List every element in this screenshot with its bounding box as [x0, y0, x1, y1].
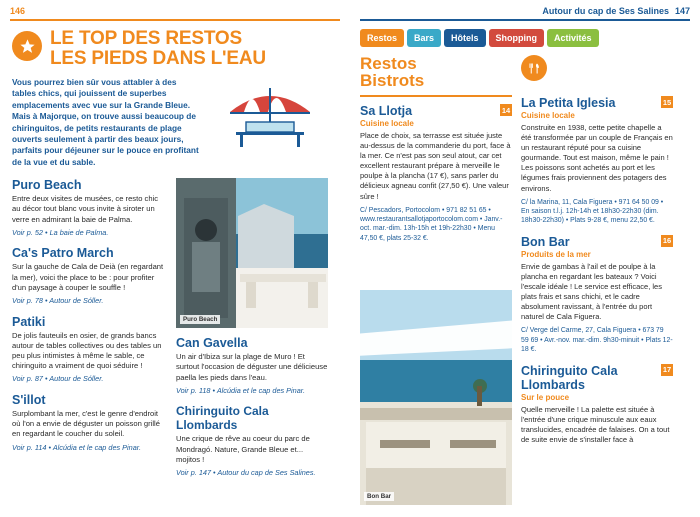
tab-activites[interactable]: Activités: [547, 29, 599, 47]
entry-bon-bar: [521, 235, 673, 355]
photo-puro-beach: [176, 178, 328, 328]
right-page-header: [350, 0, 700, 16]
entry-patiki: [12, 315, 164, 384]
entry-subtitle: Cuisine locale: [521, 111, 575, 120]
entry-text: Quelle merveille ! La palette est située à l'entrée d'une crique minuscule aux eaux translucides, encadrée de falaises. On a tout de suite envie de s'installer face à: [521, 404, 670, 444]
entry-ref: Voir p. 87 • Autour de Sóller.: [12, 374, 104, 384]
entry-name: Sa Llotja: [360, 104, 413, 118]
entry-title: Can Gavella: [176, 336, 248, 351]
entry-body: Une crique de rêve au coeur du parc de Mondragó. Nature, Grande Bleue et... mojitos !: [176, 434, 310, 464]
entry-subtitle: Sur le pouce: [521, 392, 570, 402]
entry-body: Entre deux visites de musées, ce resto chic au décor tout blanc vous invite à siroter un verre en admirant la baie de Palma.: [12, 194, 159, 224]
entry-text: Place de choix, sa terrasse est située juste au-dessus de la commanderie du port, face à la mer. Ce n'est pas son seul atout, car cet excellent restaurant prépare à merveille le poulpe à la plancha (17 €), sans parler du délicieux agneau confit (27,50 €). Une valeur sûre !: [360, 131, 511, 201]
entry-sa-llotja: [360, 104, 512, 243]
left-column-2: [176, 178, 328, 486]
entry-meta: C/ la Marina, 11, Cala Figuera • 971 64 50 09 • En saison t.l.j. 12h-14h et 18h30-22h30 (dim. 18h30-22h30) • Plats 9-28 €, menu 22,50 €.: [521, 198, 664, 225]
entry-can-gavella: [176, 336, 328, 395]
entry-chiringuito-cala-llombards-right: [521, 364, 673, 449]
entry-body: Surplombant la mer, c'est le genre d'endroit où l'on a envie de déguster un poisson grillé en regardant le coucher du soleil.: [12, 409, 160, 439]
left-page-header: [0, 0, 350, 16]
entry-subtitle: Produits de la mer: [521, 249, 591, 259]
entry-meta: C/ Verge del Carme, 27, Cala Figuera • 673 79 59 69 • Avr.-nov. mar.-dim. 9h30-minuit • Plats 12-18 €.: [521, 327, 673, 354]
entry-name: La Petita Iglesia: [521, 96, 616, 110]
entry-title: Puro Beach: [12, 178, 82, 193]
entry-ref: Voir p. 78 • Autour de Sóller.: [12, 296, 104, 306]
entry-subtitle: Cuisine locale: [360, 119, 414, 128]
entry-name: Bon Bar: [521, 234, 570, 249]
section-icon-wrap: [521, 55, 673, 81]
entry-body: De jolis fauteuils en osier, de grands bancs autour de tables collectives ou des tables un peu plus intimistes à même le sable, ce chiringuito a vraiment de quoi séduire !: [12, 330, 162, 371]
tab-restos[interactable]: Restos: [360, 29, 404, 47]
section-rule: [360, 95, 512, 97]
section-title-line1: Restos: [360, 54, 417, 73]
entry-sillot: [12, 393, 164, 452]
entry-ref: Voir p. 147 • Autour du cap de Ses Salines.: [176, 468, 316, 478]
entry-number-badge: 16: [662, 236, 672, 246]
intro-paragraph: Vous pourrez bien sûr vous attabler à des tables chics, qui jouissent de superbes emplacements avec vue sur la Grande Bleue. Mais à Majorque, on trouve aussi beaucoup de chiringuitos, de petits restaurants de plage ouverts seulement à partir des beaux jours, parfaits pour déjeuner sur le pouce en profitant de la vue et du sable.: [12, 77, 199, 167]
right-page: [350, 0, 700, 517]
entry-chiringuito-cala-llombards: [176, 404, 328, 477]
entry-title: Chiringuito Cala Llombards: [176, 404, 269, 433]
entry-ref: Voir p. 52 • La baie de Palma.: [12, 227, 109, 237]
tab-bars[interactable]: Bars: [407, 29, 441, 47]
photo-caption: Bon Bar: [364, 492, 394, 501]
running-head-title: Autour du cap de Ses Salines: [542, 6, 669, 16]
category-tabs: [350, 21, 700, 47]
entry-la-petita-iglesia: [521, 96, 673, 226]
section-header: [360, 55, 512, 89]
entry-cas-patro-march: [12, 246, 164, 305]
left-columns: [0, 168, 350, 486]
right-column-2: [521, 55, 673, 458]
entry-puro-beach: [12, 178, 164, 237]
left-column-1: [12, 178, 164, 486]
entry-name: Chiringuito Cala Llombards: [521, 363, 618, 392]
page-title-line2: LES PIEDS DANS L'EAU: [50, 48, 266, 69]
tab-shopping[interactable]: Shopping: [489, 29, 545, 47]
page-title-line1: LE TOP DES RESTOS: [50, 28, 242, 49]
beach-parasol-illustration: [200, 78, 340, 158]
entry-title: S'illot: [12, 393, 46, 408]
fork-knife-icon: [521, 55, 547, 81]
star-icon: [12, 31, 42, 61]
section-title-line2: Bistrots: [360, 71, 425, 90]
photo-caption: Puro Beach: [180, 315, 220, 324]
entry-number-badge: 17: [662, 365, 672, 375]
entry-ref: Voir p. 118 • Alcúdia et le cap des Pinar.: [176, 385, 305, 395]
entry-text: Construite en 1938, cette petite chapelle a été transformée par un couple de Français en un restaurant réputé pour sa cuisine gourmande. Tout est maison, même le pain ! Les poissons sont achetés au port et les légumes frais proviennent des potagers des environs.: [521, 123, 673, 193]
right-folio: 147: [674, 6, 690, 16]
entry-number-badge: 14: [501, 105, 511, 115]
spacer-rule: [521, 87, 673, 89]
entry-title: Ca's Patro March: [12, 246, 114, 261]
entry-body: Un air d'Ibiza sur la plage de Muro ! Et surtout l'occasion de déguster une délicieuse paella les pieds dans l'eau.: [176, 352, 328, 382]
entry-ref: Voir p. 114 • Alcúdia et le cap des Pinar.: [12, 442, 141, 452]
entry-title: Patiki: [12, 314, 46, 329]
entry-text: Envie de gambas à l'ail et de poulpe à la plancha en regardant les bateaux ? Voici l'escale idéale ! Le service est efficace, les plats frais et sans chichi, et le cadre absolument ravissant, à l'entrée du port naturel de Cala Figuera.: [521, 261, 662, 322]
left-folio: 146: [10, 6, 26, 16]
left-title-block: [0, 21, 350, 69]
tab-hotels[interactable]: Hôtels: [444, 29, 486, 47]
photo-bon-bar: [360, 290, 512, 505]
entry-body: Sur la gauche de Cala de Deià (en regardant la mer), voici the place to be : pour profiter d'un paysage à couper le souffle !: [12, 262, 164, 292]
entry-number-badge: 15: [662, 97, 672, 107]
entry-meta: C/ Pescadors, Portocolom • 971 82 51 65 • www.restaurantsallotjaportocolom.com • Janv.-oct. mar.-dim. 13h-15h et 19h-22h30 • Menu 47,50 €, plats 25-32 €.: [360, 206, 503, 242]
